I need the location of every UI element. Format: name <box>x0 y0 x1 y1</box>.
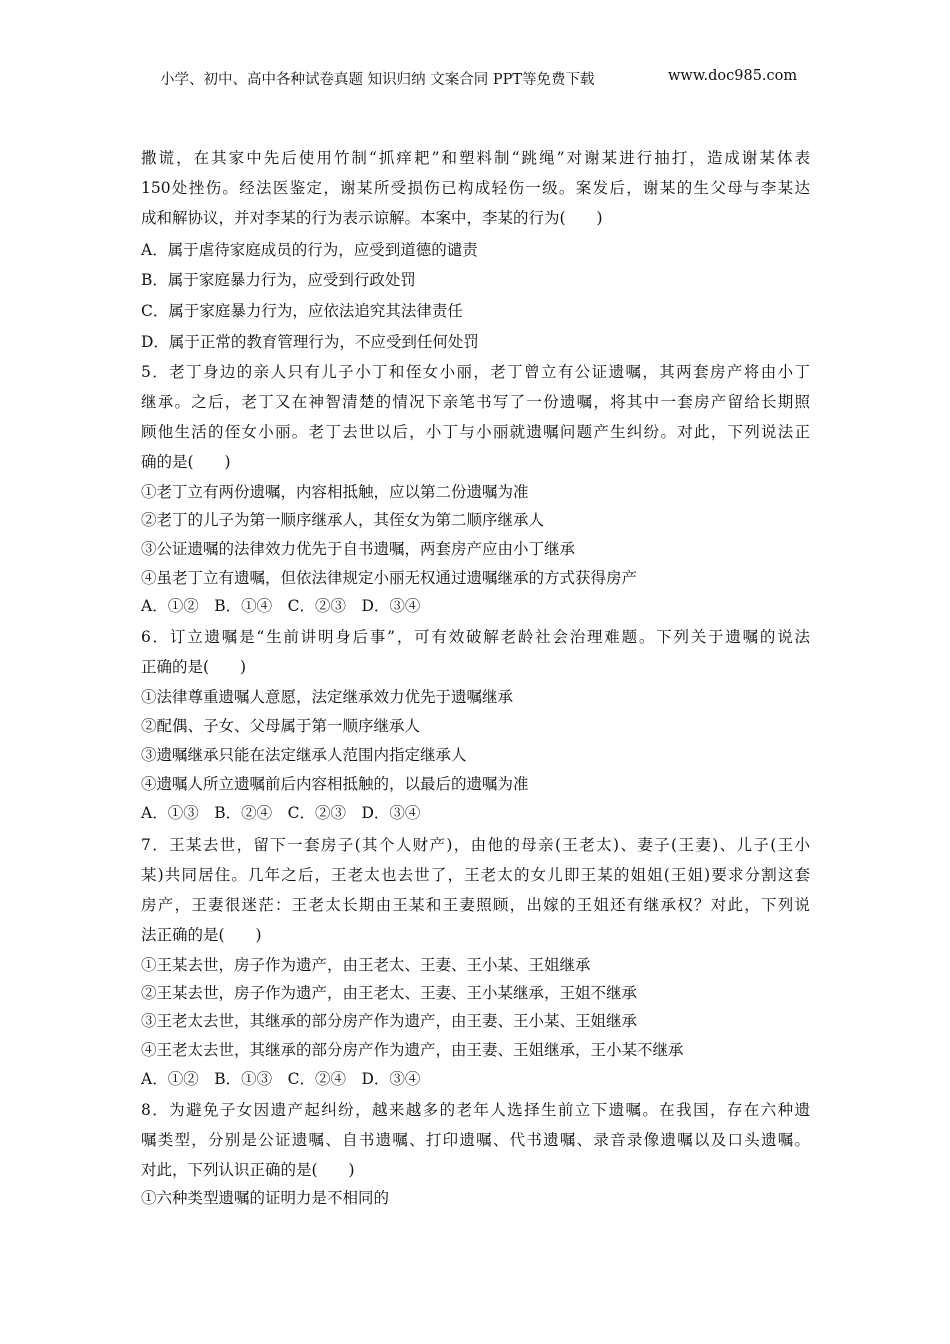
text-line: 5．老丁身边的亲人只有儿子小丁和侄女小丽，老丁曾立有公证遗嘱，其两套房产将由小丁 <box>141 363 810 381</box>
text-line: 150处挫伤。经法医鉴定，谢某所受损伤已构成轻伤一级。案发后，谢某的生父母与李某达 <box>141 179 810 197</box>
text-line: ①六种类型遗嘱的证明力是不相同的 <box>141 1189 390 1207</box>
header-url: www.doc985.com <box>668 68 798 84</box>
text-line: ④王老太去世，其继承的部分房产作为遗产，由王妻、王姐继承，王小某不继承 <box>141 1041 684 1059</box>
text-line: ②老丁的儿子为第一顺序继承人，其侄女为第二顺序继承人 <box>141 511 545 529</box>
text-line: 继承。之后，老丁又在神智清楚的情况下亲笔书写了一份遗嘱，将其中一套房产留给长期照 <box>141 393 810 411</box>
text-line: ①老丁立有两份遗嘱，内容相抵触，应以第二份遗嘱为准 <box>141 483 529 501</box>
text-line: 6．订立遗嘱是“生前讲明身后事”，可有效破解老龄社会治理难题。下列关于遗嘱的说法 <box>141 628 810 646</box>
text-line: ④遗嘱人所立遗嘱前后内容相抵触的，以最后的遗嘱为准 <box>141 775 529 793</box>
text-line: ①法律尊重遗嘱人意愿，法定继承效力优先于遗嘱继承 <box>141 688 514 706</box>
page-header <box>160 68 798 89</box>
text-line: ③公证遗嘱的法律效力优先于自书遗嘱，两套房产应由小丁继承 <box>141 540 576 558</box>
text-line: A．①② B．①④ C．②③ D．③④ <box>141 597 421 615</box>
text-line: A．①② B．①③ C．②④ D．③④ <box>141 1070 421 1088</box>
text-line: 顾他生活的侄女小丽。老丁去世以后，小丁与小丽就遗嘱问题产生纠纷。对此，下列说法正 <box>141 423 810 441</box>
text-line: A．属于虐待家庭成员的行为，应受到道德的谴责 <box>141 241 478 259</box>
text-line: 7．王某去世，留下一套房子(其个人财产)，由他的母亲(王老太)、妻子(王妻)、儿子(王小 <box>141 836 810 854</box>
header-text: 小学、初中、高中各种试卷真题 知识归纳 文案合同 PPT等免费下载 <box>160 72 595 88</box>
text-line: 对此，下列认识正确的是( ) <box>141 1161 355 1179</box>
text-line: A．①③ B．②④ C．②③ D．③④ <box>141 804 421 822</box>
text-line: ④虽老丁立有遗嘱，但依法律规定小丽无权通过遗嘱继承的方式获得房产 <box>141 569 638 587</box>
text-line: B．属于家庭暴力行为，应受到行政处罚 <box>141 271 416 289</box>
text-line: 8．为避免子女因遗产起纠纷，越来越多的老年人选择生前立下遗嘱。在我国，存在六种遗 <box>141 1101 810 1119</box>
text-line: 确的是( ) <box>141 453 231 471</box>
text-line: ③王老太去世，其继承的部分房产作为遗产，由王妻、王小某、王姐继承 <box>141 1012 638 1030</box>
text-line: ②王某去世，房子作为遗产，由王老太、王妻、王小某继承，王姐不继承 <box>141 984 638 1002</box>
text-line: 某)共同居住。几年之后，王老太也去世了，王老太的女儿即王某的姐姐(王姐)要求分割这套 <box>141 866 810 884</box>
text-line: D．属于正常的教育管理行为，不应受到任何处罚 <box>141 333 479 351</box>
text-line: ①王某去世，房子作为遗产，由王老太、王妻、王小某、王姐继承 <box>141 956 591 974</box>
text-line: 成和解协议，并对李某的行为表示谅解。本案中，李某的行为( ) <box>141 209 603 227</box>
text-line: 法正确的是( ) <box>141 926 262 944</box>
text-line: 房产，王妻很迷茫：王老太长期由王某和王妻照顾，出嫁的王姐还有继承权？对此，下列说 <box>141 896 810 914</box>
text-line: C．属于家庭暴力行为，应依法追究其法律责任 <box>141 302 463 320</box>
text-line: 嘱类型，分别是公证遗嘱、自书遗嘱、打印遗嘱、代书遗嘱、录音录像遗嘱以及口头遗嘱。 <box>141 1131 810 1149</box>
text-line: ②配偶、子女、父母属于第一顺序继承人 <box>141 717 421 735</box>
text-line: 撒谎，在其家中先后使用竹制“抓痒耙”和塑料制“跳绳”对谢某进行抽打，造成谢某体表 <box>141 149 810 167</box>
text-line: ③遗嘱继承只能在法定继承人范围内指定继承人 <box>141 746 467 764</box>
text-line: 正确的是( ) <box>141 658 247 676</box>
